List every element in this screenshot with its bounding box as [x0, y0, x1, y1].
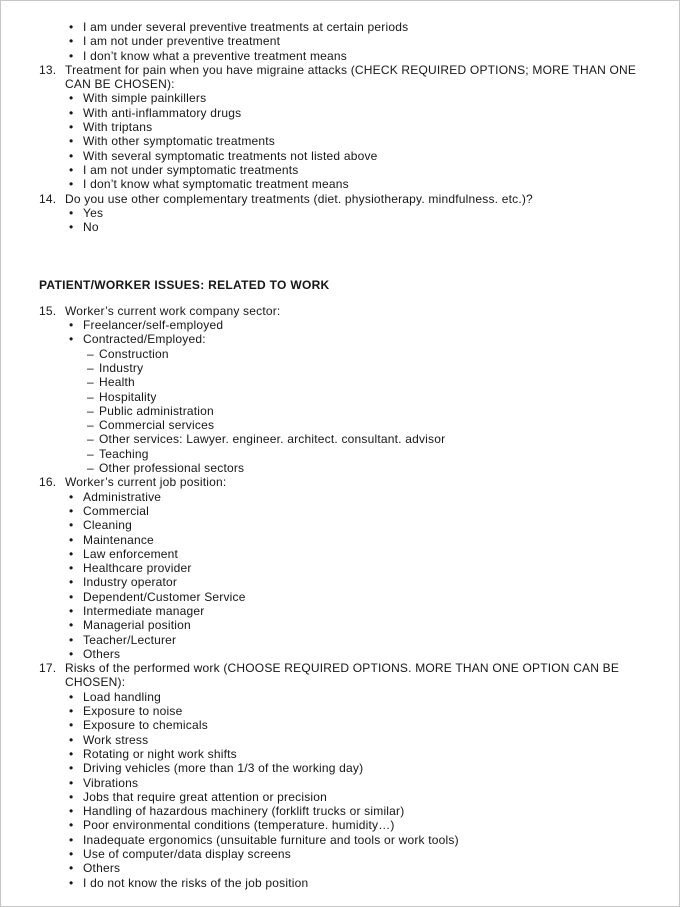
vertical-spacer: [39, 293, 645, 304]
bullet-icon: •: [69, 332, 74, 347]
list-item-text: I don’t know what a preventive treatment means: [83, 48, 348, 63]
list-item-text: Healthcare provider: [83, 561, 192, 576]
bullet-icon: •: [69, 718, 74, 733]
bullet-icon: •: [69, 589, 74, 604]
list-item: [39, 91, 645, 105]
list-item: [39, 575, 645, 589]
list-item-text: Health: [99, 375, 135, 390]
dash-icon: –: [87, 360, 94, 375]
document-body: [1, 1, 679, 890]
list-item-text: Administrative: [83, 489, 162, 504]
list-item: [39, 833, 645, 847]
list-item-text: Handling of hazardous machinery (forklift trucks or similar): [83, 804, 405, 819]
list-item-text: Work stress: [83, 732, 149, 747]
list-item-text: Rotating or night work shifts: [83, 746, 237, 761]
list-item: [39, 776, 645, 790]
bullet-icon: •: [69, 804, 74, 819]
list-item: [39, 220, 645, 234]
list-item: [39, 604, 645, 618]
question-number: 15.: [39, 303, 57, 318]
list-item-text: Driving vehicles (more than 1/3 of the working day): [83, 761, 364, 776]
list-item: [39, 761, 645, 775]
list-item: [39, 704, 645, 718]
list-item-text: Industry: [99, 360, 144, 375]
list-item: [39, 733, 645, 747]
list-item: [39, 390, 645, 404]
question-text: Do you use other complementary treatments (diet. physiotherapy. mindfulness. etc.)?: [65, 191, 533, 206]
bullet-icon: •: [69, 34, 74, 49]
list-item-text: Poor environmental conditions (temperature. humidity…): [83, 818, 395, 833]
list-item-text: With anti-inflammatory drugs: [83, 105, 242, 120]
list-item: [39, 804, 645, 818]
list-item-text: Hospitality: [99, 389, 157, 404]
question-number: 17.: [39, 661, 57, 676]
list-item-text: Cleaning: [83, 518, 132, 533]
bullet-icon: •: [69, 120, 74, 135]
list-item-text: Contracted/Employed:: [83, 332, 206, 347]
list-item-text: Exposure to chemicals: [83, 718, 208, 733]
bullet-icon: •: [69, 20, 74, 34]
list-item-text: Commercial: [83, 503, 150, 518]
list-item: [39, 861, 645, 875]
list-item: [39, 134, 645, 148]
list-item: [39, 375, 645, 389]
dash-icon: –: [87, 403, 94, 418]
bullet-icon: •: [69, 618, 74, 633]
vertical-spacer: [39, 234, 645, 278]
list-item: [39, 318, 645, 332]
bullet-icon: •: [69, 489, 74, 504]
bullet-icon: •: [69, 105, 74, 120]
list-item: [39, 533, 645, 547]
list-item-text: I do not know the risks of the job position: [83, 875, 309, 890]
bullet-icon: •: [69, 561, 74, 576]
list-item: [39, 206, 645, 220]
list-item-text: With other symptomatic treatments: [83, 134, 275, 149]
list-item-text: Law enforcement: [83, 546, 179, 561]
dash-icon: –: [87, 461, 94, 476]
question-number: 13.: [39, 62, 57, 77]
bullet-icon: •: [69, 875, 74, 890]
list-item: [39, 547, 645, 561]
list-item-text: Vibrations: [83, 775, 139, 790]
list-item-text: Teaching: [99, 446, 149, 461]
list-item: [39, 432, 645, 446]
bullet-icon: •: [69, 746, 74, 761]
dash-icon: –: [87, 446, 94, 461]
bullet-icon: •: [69, 775, 74, 790]
bullet-icon: •: [69, 532, 74, 547]
bullet-icon: •: [69, 177, 74, 192]
list-item: [39, 504, 645, 518]
list-item: [39, 34, 645, 48]
list-item: [39, 149, 645, 163]
bullet-icon: •: [69, 134, 74, 149]
question-item: [39, 304, 645, 318]
dash-icon: –: [87, 375, 94, 390]
list-item: [39, 332, 645, 346]
list-item: [39, 590, 645, 604]
list-item: [39, 447, 645, 461]
list-item: [39, 690, 645, 704]
bullet-icon: •: [69, 575, 74, 590]
bullet-icon: •: [69, 689, 74, 704]
list-item: [39, 876, 645, 890]
list-item: [39, 361, 645, 375]
list-item: [39, 418, 645, 432]
list-item-text: Others: [83, 861, 121, 876]
list-item: [39, 718, 645, 732]
list-item: [39, 747, 645, 761]
list-item-text: With several symptomatic treatments not listed above: [83, 148, 378, 163]
bullet-icon: •: [69, 704, 74, 719]
list-item: [39, 163, 645, 177]
question-item: [39, 192, 645, 206]
list-item-text: Construction: [99, 346, 169, 361]
list-item-text: Managerial position: [83, 618, 191, 633]
list-item: [39, 818, 645, 832]
list-item: [39, 106, 645, 120]
list-item-text: Other professional sectors: [99, 461, 245, 476]
bullet-icon: •: [69, 732, 74, 747]
bullet-icon: •: [69, 603, 74, 618]
list-item: [39, 618, 645, 632]
bullet-icon: •: [69, 847, 74, 862]
question-text: Risks of the performed work (CHOOSE REQUIRED OPTIONS. MORE THAN ONE OPTION CAN BE CHOSEN):: [65, 661, 620, 690]
list-item-text: I am not under preventive treatment: [83, 34, 281, 49]
question-text: Treatment for pain when you have migraine attacks (CHECK REQUIRED OPTIONS; MORE THAN ONE CAN BE CHOSEN):: [65, 62, 637, 92]
list-item-text: Commercial services: [99, 418, 215, 433]
list-item-text: Others: [83, 646, 121, 661]
list-item: [39, 177, 645, 191]
list-item-text: Yes: [83, 205, 104, 220]
bullet-icon: •: [69, 220, 74, 235]
list-item: [39, 633, 645, 647]
dash-icon: –: [87, 418, 94, 433]
list-item: [39, 404, 645, 418]
bullet-icon: •: [69, 503, 74, 518]
bullet-icon: •: [69, 818, 74, 833]
list-item-text: I am under several preventive treatments at certain periods: [83, 20, 409, 34]
list-item: [39, 347, 645, 361]
list-item-text: Exposure to noise: [83, 704, 183, 719]
bullet-icon: •: [69, 632, 74, 647]
section-heading: [39, 278, 645, 292]
bullet-icon: •: [69, 861, 74, 876]
question-item: [39, 63, 645, 92]
question-item: [39, 661, 645, 690]
list-item-text: No: [83, 220, 99, 235]
list-item-text: Inadequate ergonomics (unsuitable furniture and tools or work tools): [83, 832, 459, 847]
list-item: [39, 49, 645, 63]
bullet-icon: •: [69, 148, 74, 163]
bullet-icon: •: [69, 518, 74, 533]
bullet-icon: •: [69, 318, 74, 333]
bullet-icon: •: [69, 789, 74, 804]
question-text: Worker’s current work company sector:: [65, 303, 281, 318]
list-item: [39, 561, 645, 575]
question-number: 16.: [39, 475, 57, 490]
bullet-icon: •: [69, 48, 74, 63]
list-item-text: Other services: Lawyer. engineer. architect. consultant. advisor: [99, 432, 446, 447]
list-item-text: Public administration: [99, 403, 214, 418]
section-heading-text: PATIENT/WORKER ISSUES: RELATED TO WORK: [39, 278, 330, 293]
bullet-icon: •: [69, 91, 74, 106]
list-item-text: Use of computer/data display screens: [83, 847, 291, 862]
list-item-text: Maintenance: [83, 532, 154, 547]
bullet-icon: •: [69, 205, 74, 220]
list-item-text: Dependent/Customer Service: [83, 589, 246, 604]
dash-icon: –: [87, 432, 94, 447]
list-item: [39, 647, 645, 661]
list-item-text: Load handling: [83, 689, 162, 704]
dash-icon: –: [87, 389, 94, 404]
question-number: 14.: [39, 191, 57, 206]
bullet-icon: •: [69, 162, 74, 177]
bullet-icon: •: [69, 646, 74, 661]
list-item-text: I don’t know what symptomatic treatment means: [83, 177, 349, 192]
list-item: [39, 518, 645, 532]
list-item: [39, 461, 645, 475]
bullet-icon: •: [69, 832, 74, 847]
list-item-text: Intermediate manager: [83, 603, 205, 618]
list-item: [39, 847, 645, 861]
dash-icon: –: [87, 346, 94, 361]
question-item: [39, 475, 645, 489]
list-item-text: Teacher/Lecturer: [83, 632, 177, 647]
list-item-text: With simple painkillers: [83, 91, 207, 106]
list-item-text: Industry operator: [83, 575, 178, 590]
list-item-text: With triptans: [83, 120, 153, 135]
list-item-text: Freelancer/self-employed: [83, 318, 224, 333]
list-item: [39, 490, 645, 504]
bullet-icon: •: [69, 761, 74, 776]
list-item: [39, 120, 645, 134]
list-item-text: I am not under symptomatic treatments: [83, 162, 299, 177]
list-item: [39, 20, 645, 34]
bullet-icon: •: [69, 546, 74, 561]
list-item-text: Jobs that require great attention or precision: [83, 789, 328, 804]
question-text: Worker’s current job position:: [65, 475, 227, 490]
list-item: [39, 790, 645, 804]
